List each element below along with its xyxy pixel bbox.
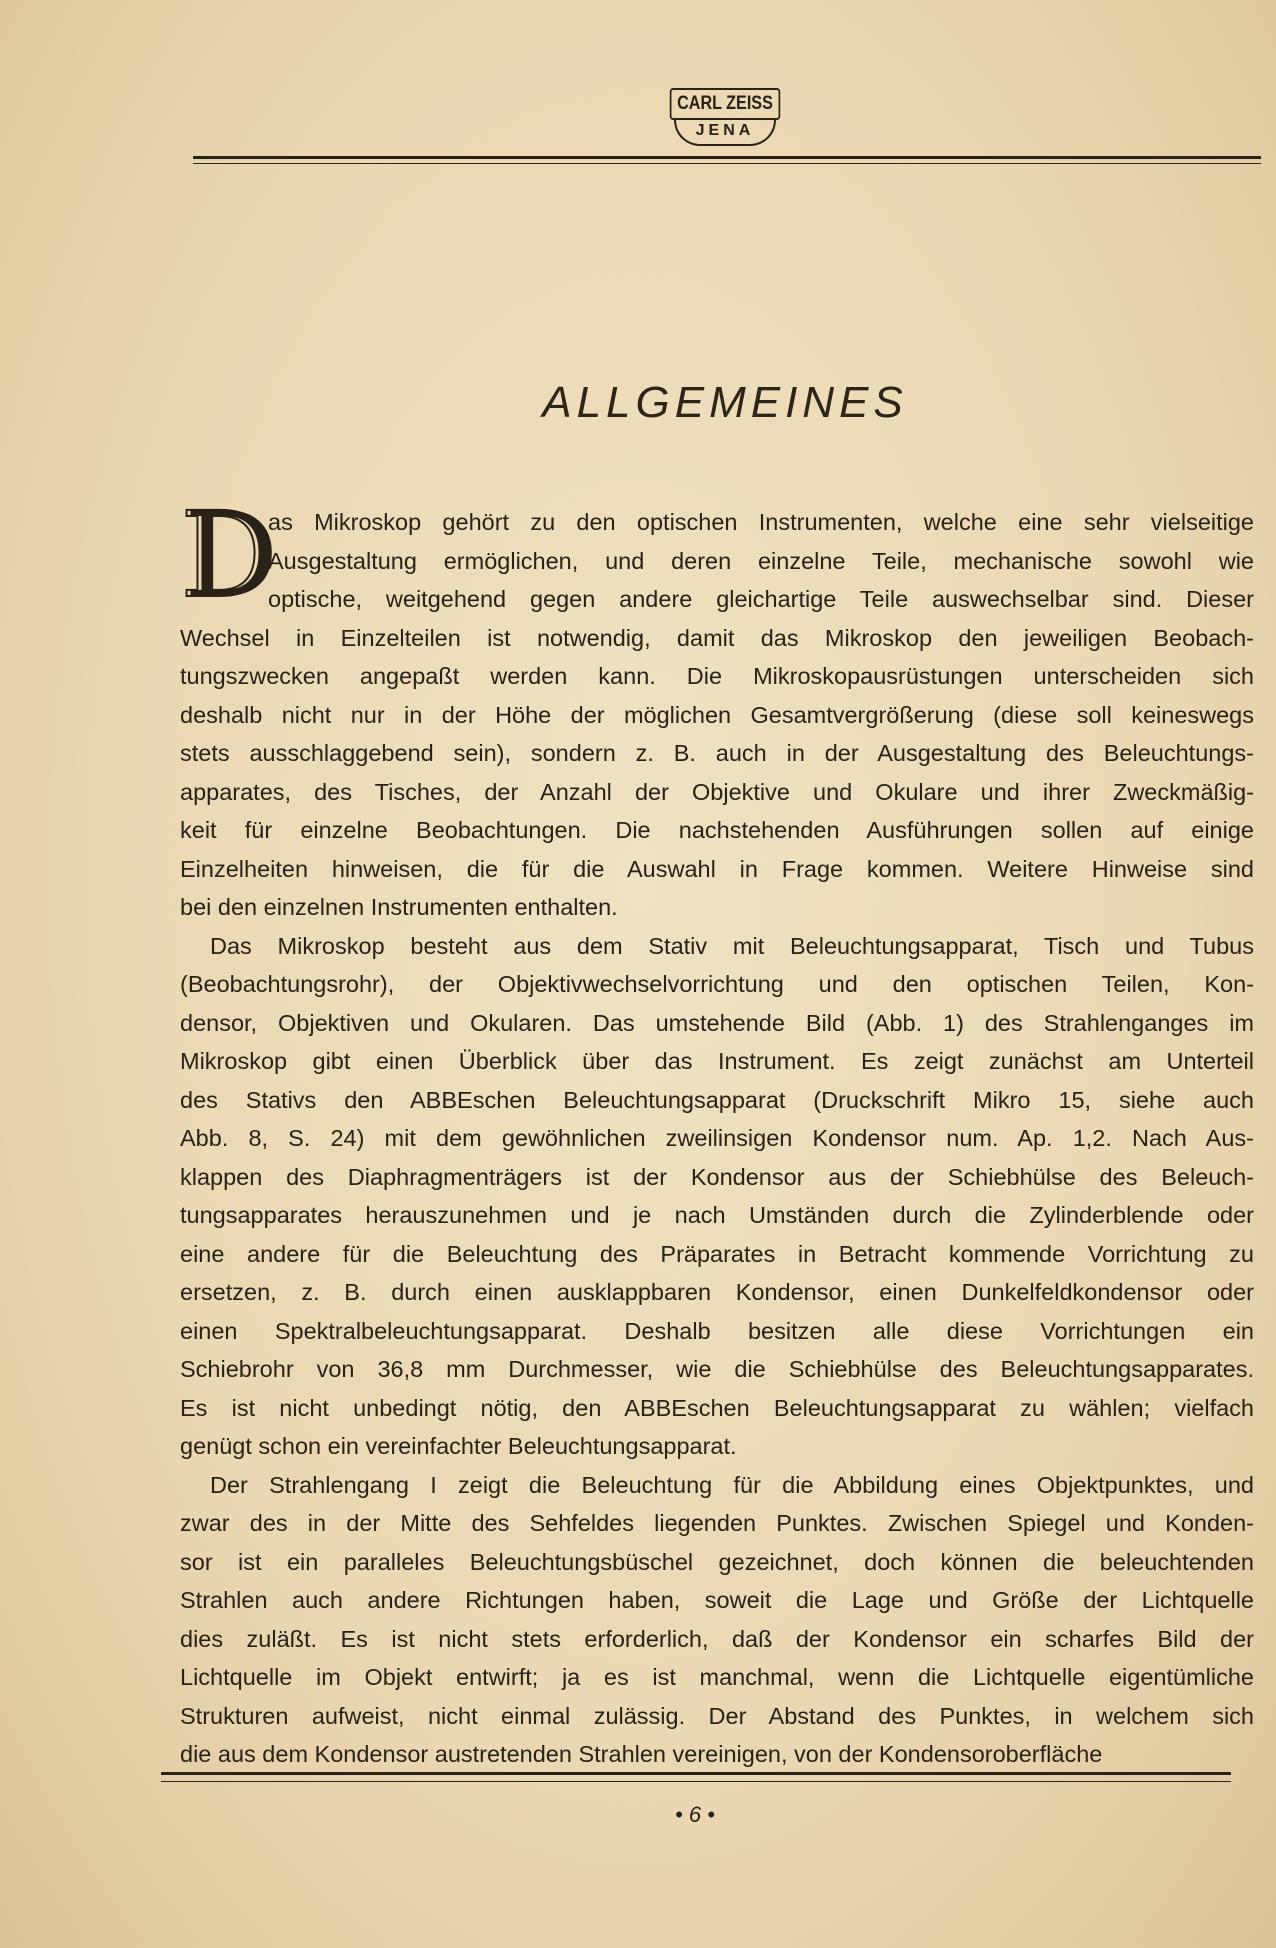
body-text (180, 503, 1254, 1774)
text-line: genügt schon ein vereinfachter Beleuchtungsapparat. (180, 1433, 737, 1459)
text-line: Das Mikroskop besteht aus dem Stativ mit Beleuchtungsapparat, Tisch und Tubus (210, 932, 1254, 959)
text-line: apparates, des Tisches, der Anzahl der Objektive und Okulare und ihrer Zweckmäßig- (180, 778, 1254, 805)
header-rule (193, 156, 1261, 159)
carl-zeiss-jena-logo (660, 88, 790, 152)
logo-top-text: CARL ZEISS (670, 88, 781, 120)
text-line: dies zuläßt. Es ist nicht stets erforderlich, daß der Kondensor ein scharfes Bild der (180, 1625, 1254, 1652)
text-line: Strukturen aufweist, nicht einmal zulässig. Der Abstand des Punktes, in welchem sich (180, 1702, 1254, 1729)
text-line: stets ausschlaggebend sein), sondern z. B. auch in der Ausgestaltung des Beleuchtungs- (180, 740, 1254, 766)
text-line: tungsapparates herauszunehmen und je nach Umständen durch die Zylinderblende oder (180, 1202, 1254, 1228)
text-line: densor, Objektiven und Okularen. Das umstehende Bild (Abb. 1) des Strahlenganges im (180, 1009, 1254, 1036)
text-line: Es ist nicht unbedingt nötig, den ABBEschen Beleuchtungsapparat zu wählen; vielfach (180, 1394, 1254, 1421)
logo-bottom-text: JENA (674, 120, 776, 146)
drop-cap: D (180, 486, 275, 624)
text-line: Strahlen auch andere Richtungen haben, soweit die Lage und Größe der Lichtquelle (180, 1587, 1254, 1613)
text-line: (Beobachtungsrohr), der Objektivwechselvorrichtung und den optischen Teilen, Kon- (180, 971, 1254, 997)
text-line: deshalb nicht nur in der Höhe der möglichen Gesamtvergrößerung (diese soll keineswegs (180, 701, 1254, 728)
text-line: Abb. 8, S. 24) mit dem gewöhnlichen zweilinsigen Kondensor num. Ap. 1,2. Nach Aus- (180, 1125, 1254, 1151)
text-line: tungszwecken angepaßt werden kann. Die Mikroskopausrüstungen unterscheiden sich (180, 663, 1254, 689)
text-line: sor ist ein paralleles Beleuchtungsbüschel gezeichnet, doch können die beleuchtenden (180, 1548, 1254, 1575)
text-line: eine andere für die Beleuchtung des Präparates in Betracht kommende Vorrichtung zu (180, 1240, 1254, 1267)
text-line: bei den einzelnen Instrumenten enthalten. (180, 894, 618, 920)
text-line: Mikroskop gibt einen Überblick über das Instrument. Es zeigt zunächst am Unterteil (180, 1048, 1254, 1074)
text-line: zwar des in der Mitte des Sehfeldes liegenden Punktes. Zwischen Spiegel und Konden- (180, 1510, 1254, 1536)
text-line: as Mikroskop gehört zu den optischen Instrumenten, welche eine sehr vielseitige (268, 509, 1254, 535)
text-line: Einzelheiten hinweisen, die für die Auswahl in Frage kommen. Weitere Hinweise sind (180, 855, 1254, 882)
text-line: einen Spektralbeleuchtungsapparat. Deshalb besitzen alle diese Vorrichtungen ein (180, 1317, 1254, 1344)
page-number: • 6 • (675, 1802, 715, 1827)
text-line: ersetzen, z. B. durch einen ausklappbaren Kondensor, einen Dunkelfeldkondensor oder (180, 1279, 1254, 1305)
text-line: die aus dem Kondensor austretenden Strahlen vereinigen, von der Kondensoroberfläche (180, 1741, 1103, 1767)
text-line: Der Strahlengang I zeigt die Beleuchtung für die Abbildung eines Objektpunktes, und (210, 1471, 1254, 1498)
text-line: Schiebrohr von 36,8 mm Durchmesser, wie die Schiebhülse des Beleuchtungsapparates. (180, 1356, 1254, 1382)
header-rule-thin (193, 163, 1261, 164)
text-line: keit für einzelne Beobachtungen. Die nachstehenden Ausführungen sollen auf einige (180, 817, 1254, 843)
text-line: klappen des Diaphragmenträgers ist der Kondensor aus der Schiebhülse des Beleuch- (180, 1163, 1254, 1190)
text-line: optische, weitgehend gegen andere gleichartige Teile auswechselbar sind. Dieser (268, 586, 1254, 612)
footer-rule-thin (161, 1781, 1231, 1782)
text-line: des Stativs den ABBEschen Beleuchtungsapparat (Druckschrift Mikro 15, siehe auch (180, 1086, 1254, 1113)
page-title: ALLGEMEINES (542, 378, 908, 427)
footer-rule (161, 1772, 1231, 1775)
text-line: Wechsel in Einzelteilen ist notwendig, damit das Mikroskop den jeweiligen Beobach- (180, 624, 1254, 651)
text-line: Ausgestaltung ermöglichen, und deren einzelne Teile, mechanische sowohl wie (268, 547, 1254, 574)
text-line: Lichtquelle im Objekt entwirft; ja es ist manchmal, wenn die Lichtquelle eigentümliche (180, 1664, 1254, 1690)
